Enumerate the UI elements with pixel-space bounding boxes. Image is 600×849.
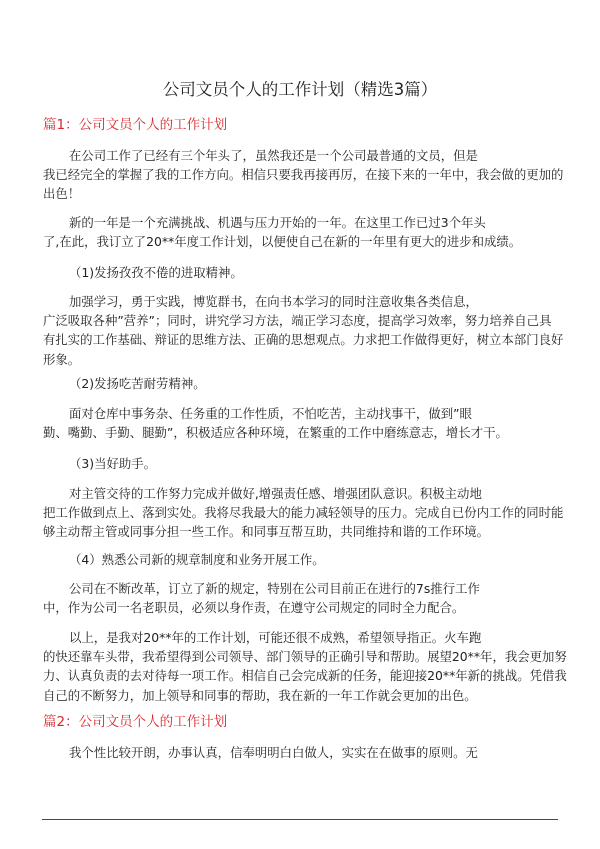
paragraph-line: 形象。 — [43, 351, 81, 367]
section-heading: 篇1：公司文员个人的工作计划 — [43, 117, 228, 133]
paragraph-line: 以上，是我对20**年的工作计划，可能还很不成熟，希望领导指正。火车跑 — [69, 630, 482, 645]
footer-divider — [42, 819, 558, 820]
paragraph-line: 新的一年是一个充满挑战、机遇与压力开始的一年。在这里工作已过3个年头 — [69, 215, 486, 230]
paragraph — [43, 404, 559, 442]
paragraph-line: （2)发扬吃苦耐劳精神。 — [69, 376, 206, 391]
paragraph — [43, 374, 559, 393]
paragraph-line: 把工作做到点上、落到实处。我将尽我最大的能力减轻领导的压力。完成自已份内工作的同时能 — [43, 505, 564, 521]
paragraph — [43, 628, 567, 705]
paragraph-line: 我已经完全的掌握了我的工作方向。相信只要我再接再厉，在接下来的一年中，我会做的更加的 — [43, 167, 564, 183]
section-heading: 篇2：公司文员个人的工作计划 — [43, 714, 228, 730]
paragraph-line: 出色！ — [43, 186, 81, 202]
paragraph-line: （3)当好助手。 — [69, 456, 157, 471]
paragraph-line: 勤、嘴勤、手勤、腿勤”，积极适应各种环境，在繁重的工作中磨练意志，增长才干。 — [43, 425, 508, 441]
paragraph-line: （4）熟悉公司新的规章制度和业务开展工作。 — [69, 552, 325, 567]
paragraph-line: 对主管交待的工作努力完成并做好,增强责任感、增强团队意识。积极主动地 — [69, 486, 482, 501]
paragraph-line: 面对仓库中事务杂、任务重的工作性质，不怕吃苦，主动找事干，做到”眼 — [69, 406, 472, 421]
paragraph-line: 在公司工作了已经有三个年头了，虽然我还是一个公司最普通的文员，但是 — [69, 148, 478, 163]
paragraph-line: 的快还靠车头带，我希望得到公司领导、部门领导的正确引导和帮助。展望20**年，我会更加努 — [43, 649, 567, 665]
document-title: 公司文员个人的工作计划（精选3篇） — [162, 80, 438, 99]
paragraph-line: 力、认真负责的去对待每一项工作。相信自己会完成新的任务，能迎接20**年新的挑战。凭借我 — [43, 668, 567, 684]
paragraph-line: 够主动帮主管或同事分担一些工作。和同事互帮互助，共同维持和谐的工作环境。 — [43, 524, 490, 540]
paragraph — [43, 579, 559, 617]
paragraph-line: 加强学习，勇于实践，博览群书，在向书本学习的同时注意收集各类信息， — [69, 294, 478, 309]
paragraph — [43, 292, 564, 369]
paragraph — [43, 743, 559, 762]
paragraph-line: 广泛吸取各种”营养”；同时，讲究学习方法，端正学习态度，提高学习效率，努力培养自己具 — [43, 313, 552, 329]
paragraph — [43, 263, 559, 282]
paragraph-line: 有扎实的工作基础、辩证的思维方法、正确的思想观点。力求把工作做得更好，树立本部门良好 — [43, 332, 564, 348]
paragraph-line: 中，作为公司一名老职员，必须以身作责，在遵守公司规定的同时全力配合。 — [43, 600, 465, 616]
paragraph — [43, 454, 559, 473]
paragraph-line: 自己的不断努力，加上领导和同事的帮助，我在新的一年工作就会更加的出色。 — [43, 687, 477, 703]
paragraph-line: 我个性比较开朗，办事认真，信奉明明白白做人，实实在在做事的原则。无 — [69, 745, 478, 760]
paragraph-line: 公司在不断改革，订立了新的规定，特别在公司目前正在进行的7s推行工作 — [69, 581, 480, 596]
paragraph — [43, 484, 564, 542]
paragraph — [43, 146, 564, 204]
paragraph-line: （1)发扬孜孜不倦的进取精神。 — [69, 265, 243, 280]
paragraph — [43, 213, 559, 251]
paragraph-line: 了,在此，我订立了20**年度工作计划，以便使自己在新的一年里有更大的进步和成绩。 — [43, 234, 522, 250]
paragraph — [43, 550, 559, 569]
